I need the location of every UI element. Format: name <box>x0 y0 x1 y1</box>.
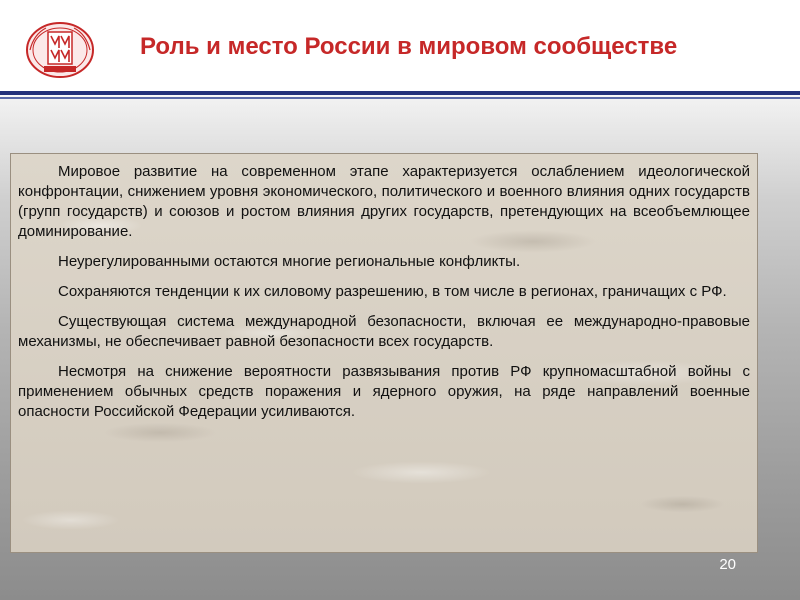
page-number: 20 <box>719 556 736 573</box>
header-divider-thin <box>0 97 800 99</box>
paragraph: Несмотря на снижение вероятности развязывания против РФ крупномасштабной войны с применением обычных средств поражения и ядерного оружия, на ряде направлений военные опасности Российской Федерации усиливаются. <box>18 363 750 420</box>
paragraph: Существующая система международной безопасности, включая ее международно-правовые механизмы, не обеспечивает равной безопасности всех государств. <box>18 313 750 350</box>
slide-title: Роль и место России в мировом сообществе <box>140 33 678 60</box>
paragraph: Сохраняются тенденции к их силовому разрешению, в том числе в регионах, граничащих с РФ. <box>58 283 727 300</box>
paragraph: Неурегулированными остаются многие региональные конфликты. <box>58 253 521 270</box>
header-divider <box>0 91 800 95</box>
slide-header <box>0 0 800 92</box>
university-emblem-icon <box>24 20 96 80</box>
content-panel <box>10 153 758 553</box>
paragraph: Мировое развитие на современном этапе характеризуется ослаблением идеологической конфронтации, снижением уровня экономического, политического и военного влияния одних государств (групп государств) и союзов и ростом влияния других государств, претендующих на всеобъемлющее доминирование. <box>18 163 750 240</box>
